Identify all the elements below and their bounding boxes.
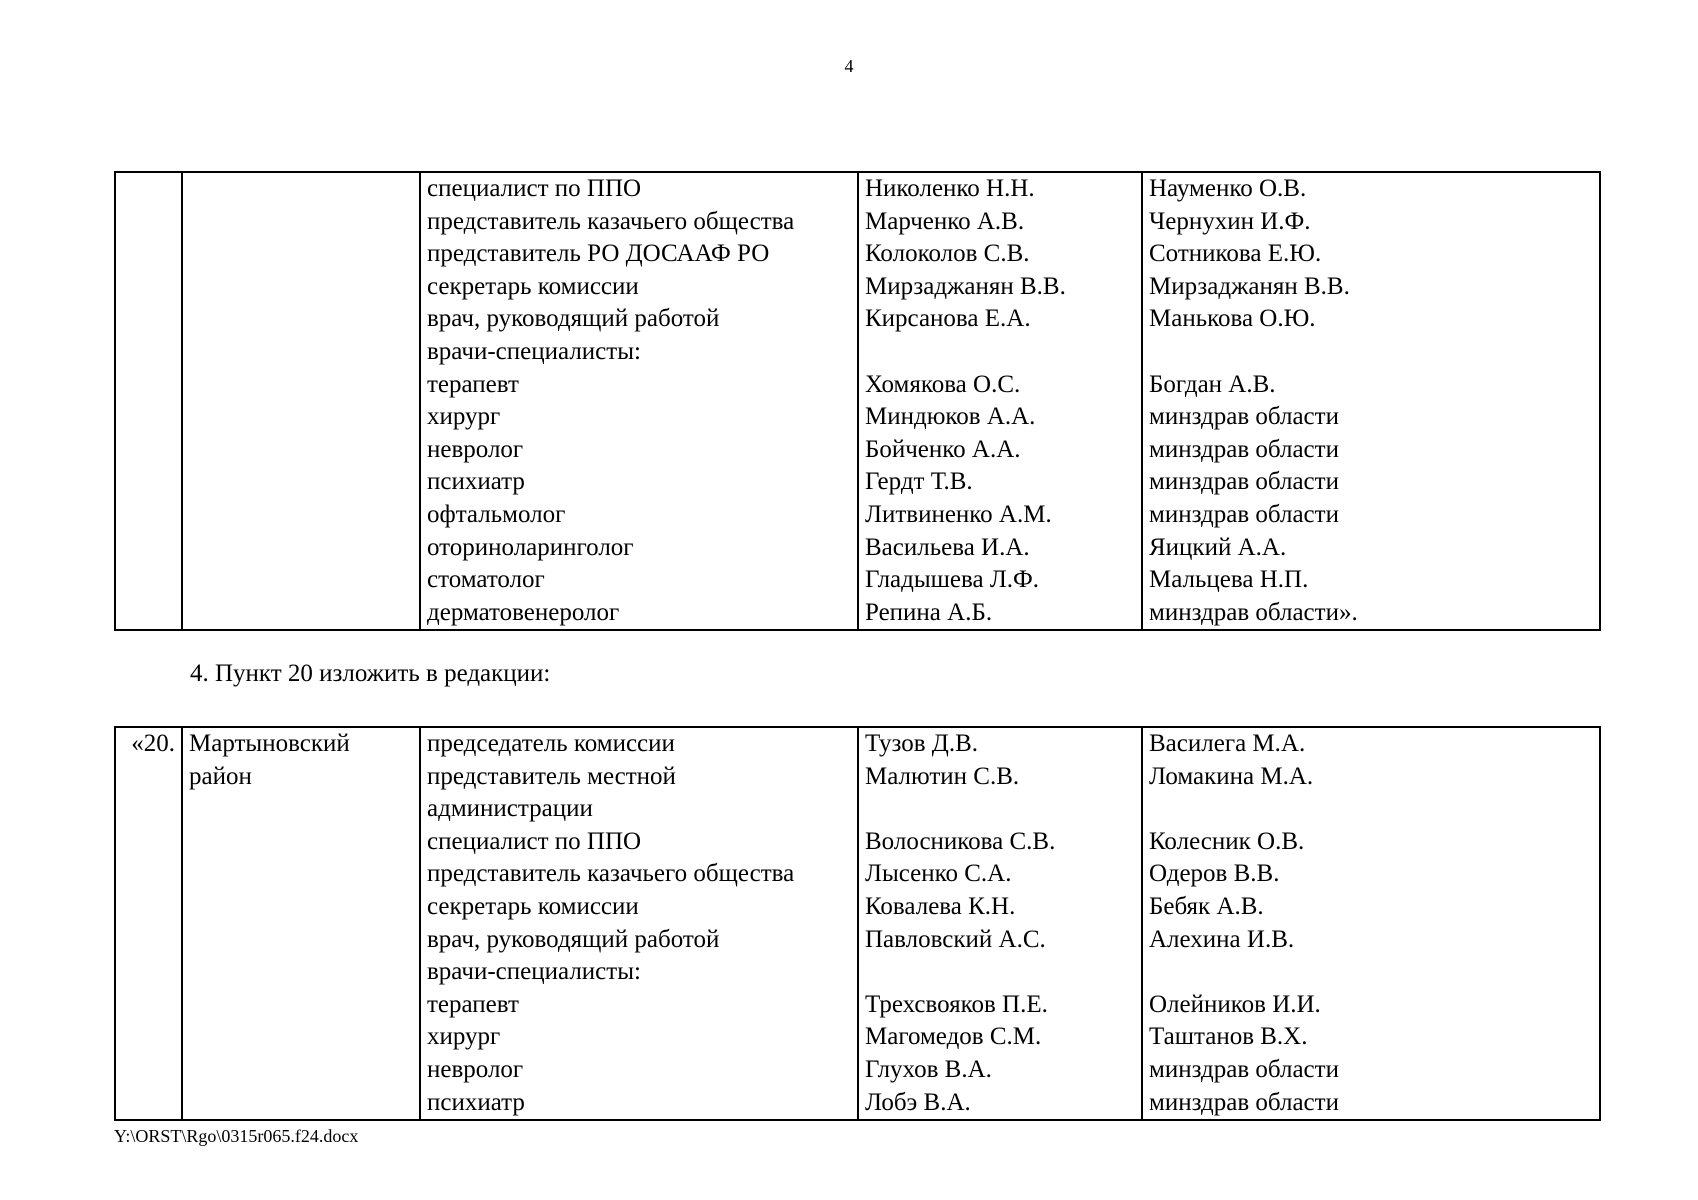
main-line: Лысенко С.А. bbox=[865, 860, 1012, 888]
document-file-path: Y:\ORST\Rgo\0315r065.f24.docx bbox=[114, 1126, 359, 1146]
table-row bbox=[115, 172, 1600, 630]
role-line: секретарь комиссии bbox=[427, 272, 639, 300]
role-line: представитель местной bbox=[427, 762, 676, 790]
amendment-paragraph: 4. Пункт 20 изложить в редакции: bbox=[190, 660, 551, 687]
reserve-line: минздрав области bbox=[1149, 435, 1339, 463]
reserve-line: Науменко О.В. bbox=[1149, 175, 1307, 202]
reserve-line bbox=[1149, 793, 1593, 826]
role-line: представитель казачьего общества bbox=[427, 207, 795, 235]
role-line: психиатр bbox=[427, 1088, 525, 1116]
main-line: Кирсанова Е.А. bbox=[865, 305, 1031, 333]
reserve-line: минздрав области bbox=[1149, 1055, 1339, 1083]
main-line: Бойченко А.А. bbox=[865, 435, 1021, 463]
reserve-line: Мальцева Н.П. bbox=[1149, 566, 1309, 594]
main-line: Ковалева К.Н. bbox=[865, 892, 1016, 920]
role-cell bbox=[420, 172, 858, 630]
main-line: Тузов Д.В. bbox=[865, 730, 979, 757]
role-line: представитель казачьего общества bbox=[427, 860, 795, 888]
main-member-cell bbox=[858, 172, 1142, 630]
main-line: Миндюков А.А. bbox=[865, 403, 1036, 431]
main-line: Хомякова О.С. bbox=[865, 370, 1021, 398]
main-line: Васильева И.А. bbox=[865, 533, 1030, 561]
reserve-line: Олейников И.И. bbox=[1149, 990, 1321, 1018]
district-name-line: Мартыновский bbox=[189, 730, 350, 757]
district-cell bbox=[182, 727, 420, 1120]
reserve-line: Мирзаджанян В.В. bbox=[1149, 272, 1350, 300]
main-line: Колоколов С.В. bbox=[865, 240, 1030, 268]
commission-table-continued bbox=[114, 171, 1601, 631]
reserve-line: минздрав области bbox=[1149, 1088, 1339, 1116]
role-line: психиатр bbox=[427, 468, 525, 496]
role-line: терапевт bbox=[427, 990, 519, 1018]
main-line: Гердт Т.В. bbox=[865, 468, 973, 496]
role-line: врач, руководящий работой bbox=[427, 925, 720, 953]
reserve-line bbox=[1149, 336, 1593, 369]
main-line: Глухов В.А. bbox=[865, 1055, 992, 1083]
main-line bbox=[865, 336, 1135, 369]
role-line: администрации bbox=[427, 795, 593, 823]
reserve-line: Бебяк А.В. bbox=[1149, 892, 1264, 920]
role-line: специалист по ППО bbox=[427, 175, 642, 202]
main-line: Гладышева Л.Ф. bbox=[865, 566, 1040, 594]
role-line: врачи-специалисты: bbox=[427, 958, 641, 986]
reserve-line: Одеров В.В. bbox=[1149, 860, 1280, 888]
main-line: Волосникова С.В. bbox=[865, 827, 1056, 855]
page-number: 4 bbox=[844, 56, 854, 76]
reserve-line: Богдан А.В. bbox=[1149, 370, 1276, 398]
role-line: специалист по ППО bbox=[427, 827, 642, 855]
reserve-line: Манькова О.Ю. bbox=[1149, 305, 1316, 333]
main-line: Репина А.Б. bbox=[865, 598, 993, 626]
district-name-line: район bbox=[189, 762, 252, 790]
main-member-cell bbox=[858, 727, 1142, 1120]
role-line: председатель комиссии bbox=[427, 730, 675, 757]
reserve-line: Алехина И.В. bbox=[1149, 925, 1295, 953]
role-line: хирург bbox=[427, 403, 501, 431]
role-line: врач, руководящий работой bbox=[427, 305, 720, 333]
role-line: представитель РО ДОСААФ РО bbox=[427, 240, 770, 268]
district-cell bbox=[182, 172, 420, 630]
role-line: дерматовенеролог bbox=[427, 598, 620, 626]
reserve-line: Чернухин И.Ф. bbox=[1149, 207, 1311, 235]
main-line: Малютин С.В. bbox=[865, 762, 1020, 790]
role-line: невролог bbox=[427, 1055, 524, 1083]
main-line: Магомедов С.М. bbox=[865, 1023, 1042, 1051]
main-line: Павловский А.С. bbox=[865, 925, 1046, 953]
role-cell bbox=[420, 727, 858, 1120]
reserve-member-cell bbox=[1142, 727, 1600, 1120]
main-line: Литвиненко А.М. bbox=[865, 500, 1052, 528]
main-line: Трехсвояков П.Е. bbox=[865, 990, 1048, 1018]
reserve-line: минздрав области». bbox=[1149, 598, 1358, 626]
role-line: секретарь комиссии bbox=[427, 892, 639, 920]
role-line: стоматолог bbox=[427, 566, 545, 594]
main-line: Марченко А.В. bbox=[865, 207, 1025, 235]
reserve-line: Василега М.А. bbox=[1149, 730, 1306, 757]
role-line: хирург bbox=[427, 1023, 501, 1051]
role-line: оториноларинголог bbox=[427, 533, 634, 561]
reserve-line: минздрав области bbox=[1149, 403, 1339, 431]
reserve-line: минздрав области bbox=[1149, 500, 1339, 528]
reserve-line: Таштанов В.Х. bbox=[1149, 1023, 1308, 1051]
reserve-line: минздрав области bbox=[1149, 468, 1339, 496]
main-line bbox=[865, 793, 1135, 826]
role-line: терапевт bbox=[427, 370, 519, 398]
item-number-cell: «20. bbox=[115, 727, 182, 1120]
reserve-member-cell bbox=[1142, 172, 1600, 630]
reserve-line: Колесник О.В. bbox=[1149, 827, 1305, 855]
main-line bbox=[865, 956, 1135, 989]
main-line: Николенко Н.Н. bbox=[865, 175, 1035, 202]
reserve-line: Сотникова Е.Ю. bbox=[1149, 240, 1322, 268]
reserve-line: Яицкий А.А. bbox=[1149, 533, 1287, 561]
reserve-line: Ломакина М.А. bbox=[1149, 762, 1314, 790]
role-line: врачи-специалисты: bbox=[427, 337, 641, 365]
main-line: Мирзаджанян В.В. bbox=[865, 272, 1066, 300]
main-line: Лобэ В.А. bbox=[865, 1088, 971, 1116]
item-number-cell bbox=[115, 172, 182, 630]
table-row bbox=[115, 727, 1600, 1120]
reserve-line bbox=[1149, 956, 1593, 989]
role-line: невролог bbox=[427, 435, 524, 463]
commission-table-item-20 bbox=[114, 726, 1601, 1121]
role-line: офтальмолог bbox=[427, 500, 566, 528]
